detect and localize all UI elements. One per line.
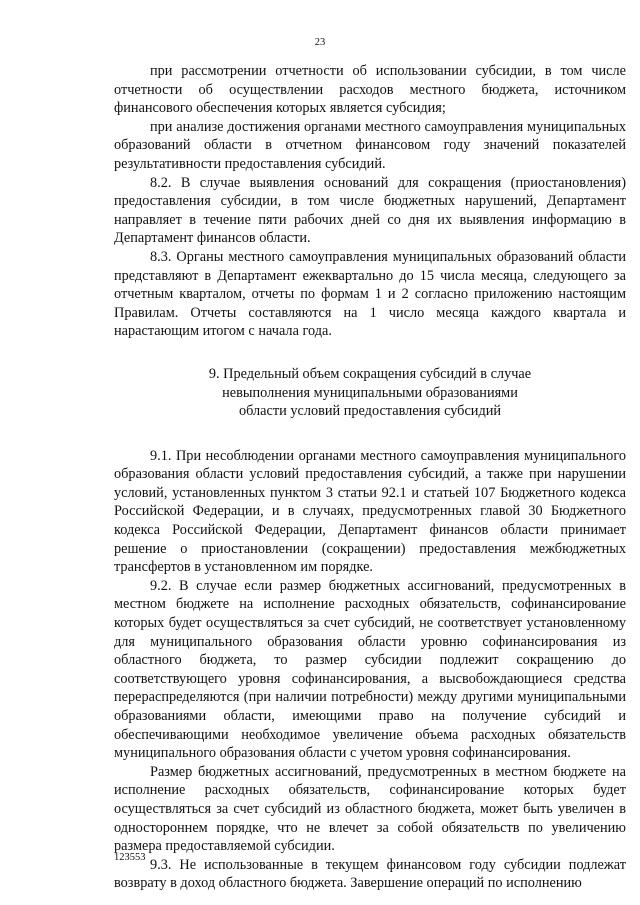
paragraph: при рассмотрении отчетности об использовании субсидии, в том числе отчетности об осуществлении расходов местного бюджета, источником финансового обеспечения которых является субсидия;	[114, 63, 626, 117]
paragraph: Размер бюджетных ассигнований, предусмотренных в местном бюджете на исполнение расходных обязательств, софинансирование которых будет осуществляться за счет субсидий из областного бюджета, может быть увеличен в одностороннем порядке, что не влечет за собой обязательств по увеличению размера предоставляемой субсидии.	[114, 763, 626, 855]
paragraph: 8.3. Органы местного самоуправления муниципальных образований области представляют в Департамент ежеквартально до 15 числа месяца, следующего за отчетным кварталом, отчеты по формам 1 и 2 согласно приложению настоящим Правилам. Отчеты составляются на 1 число месяца каждого квартала и нарастающим итогом с начала года.	[114, 248, 626, 340]
section-heading-line: области условий предоставления субсидий	[238, 403, 502, 420]
section-heading	[114, 365, 626, 421]
footer-document-code: 123553	[114, 852, 146, 863]
document-body	[114, 62, 626, 893]
paragraph: 9.3. Не использованные в текущем финансовом году субсидии подлежат возврату в доход областного бюджета. Завершение операций по исполнению	[114, 856, 626, 892]
paragraph: 9.2. В случае если размер бюджетных ассигнований, предусмотренных в местном бюджете на исполнение расходных обязательств, софинансирование которых будет осуществляться за счет субсидий, не соответствует установленному для муниципального образования области уровню софинансирования из областного бюджета, то размер субсидии подлежит сокращению до соответствующего уровня софинансирования, а высвобождающиеся средства перераспределяются (при наличии потребности) между другими муниципальными образованиями области, имеющими право на получение субсидий и обеспечивающими необходимое увеличение объема расходных обязательств муниципального образования области с учетом уровня софинансирования.	[114, 577, 626, 762]
section-heading-line: 9. Предельный объем сокращения субсидий в случае	[208, 365, 532, 382]
page-number: 23	[314, 37, 326, 48]
section-heading-line: невыполнения муниципальными образованиями	[222, 384, 518, 401]
paragraph: при анализе достижения органами местного самоуправления муниципальных образований области в отчетном финансовом году значений показателей результативности предоставления субсидий.	[114, 118, 626, 172]
paragraph: 8.2. В случае выявления оснований для сокращения (приостановления) предоставления субсидии, в том числе бюджетных нарушений, Департамент направляет в течение пяти рабочих дней со дня их выявления информацию в Департамент финансов области.	[114, 174, 626, 247]
paragraph: 9.1. При несоблюдении органами местного самоуправления муниципального образования области условий предоставления субсидий, а также при нарушении условий, установленных пунктом 3 статьи 92.1 и статьей 107 Бюджетного кодекса Российской Федерации, и в случаях, предусмотренных главой 30 Бюджетного кодекса Российской Федерации, Департамент финансов области принимает решение о приостановлении (сокращении) предоставления межбюджетных трансфертов в установленном им порядке.	[114, 447, 626, 576]
